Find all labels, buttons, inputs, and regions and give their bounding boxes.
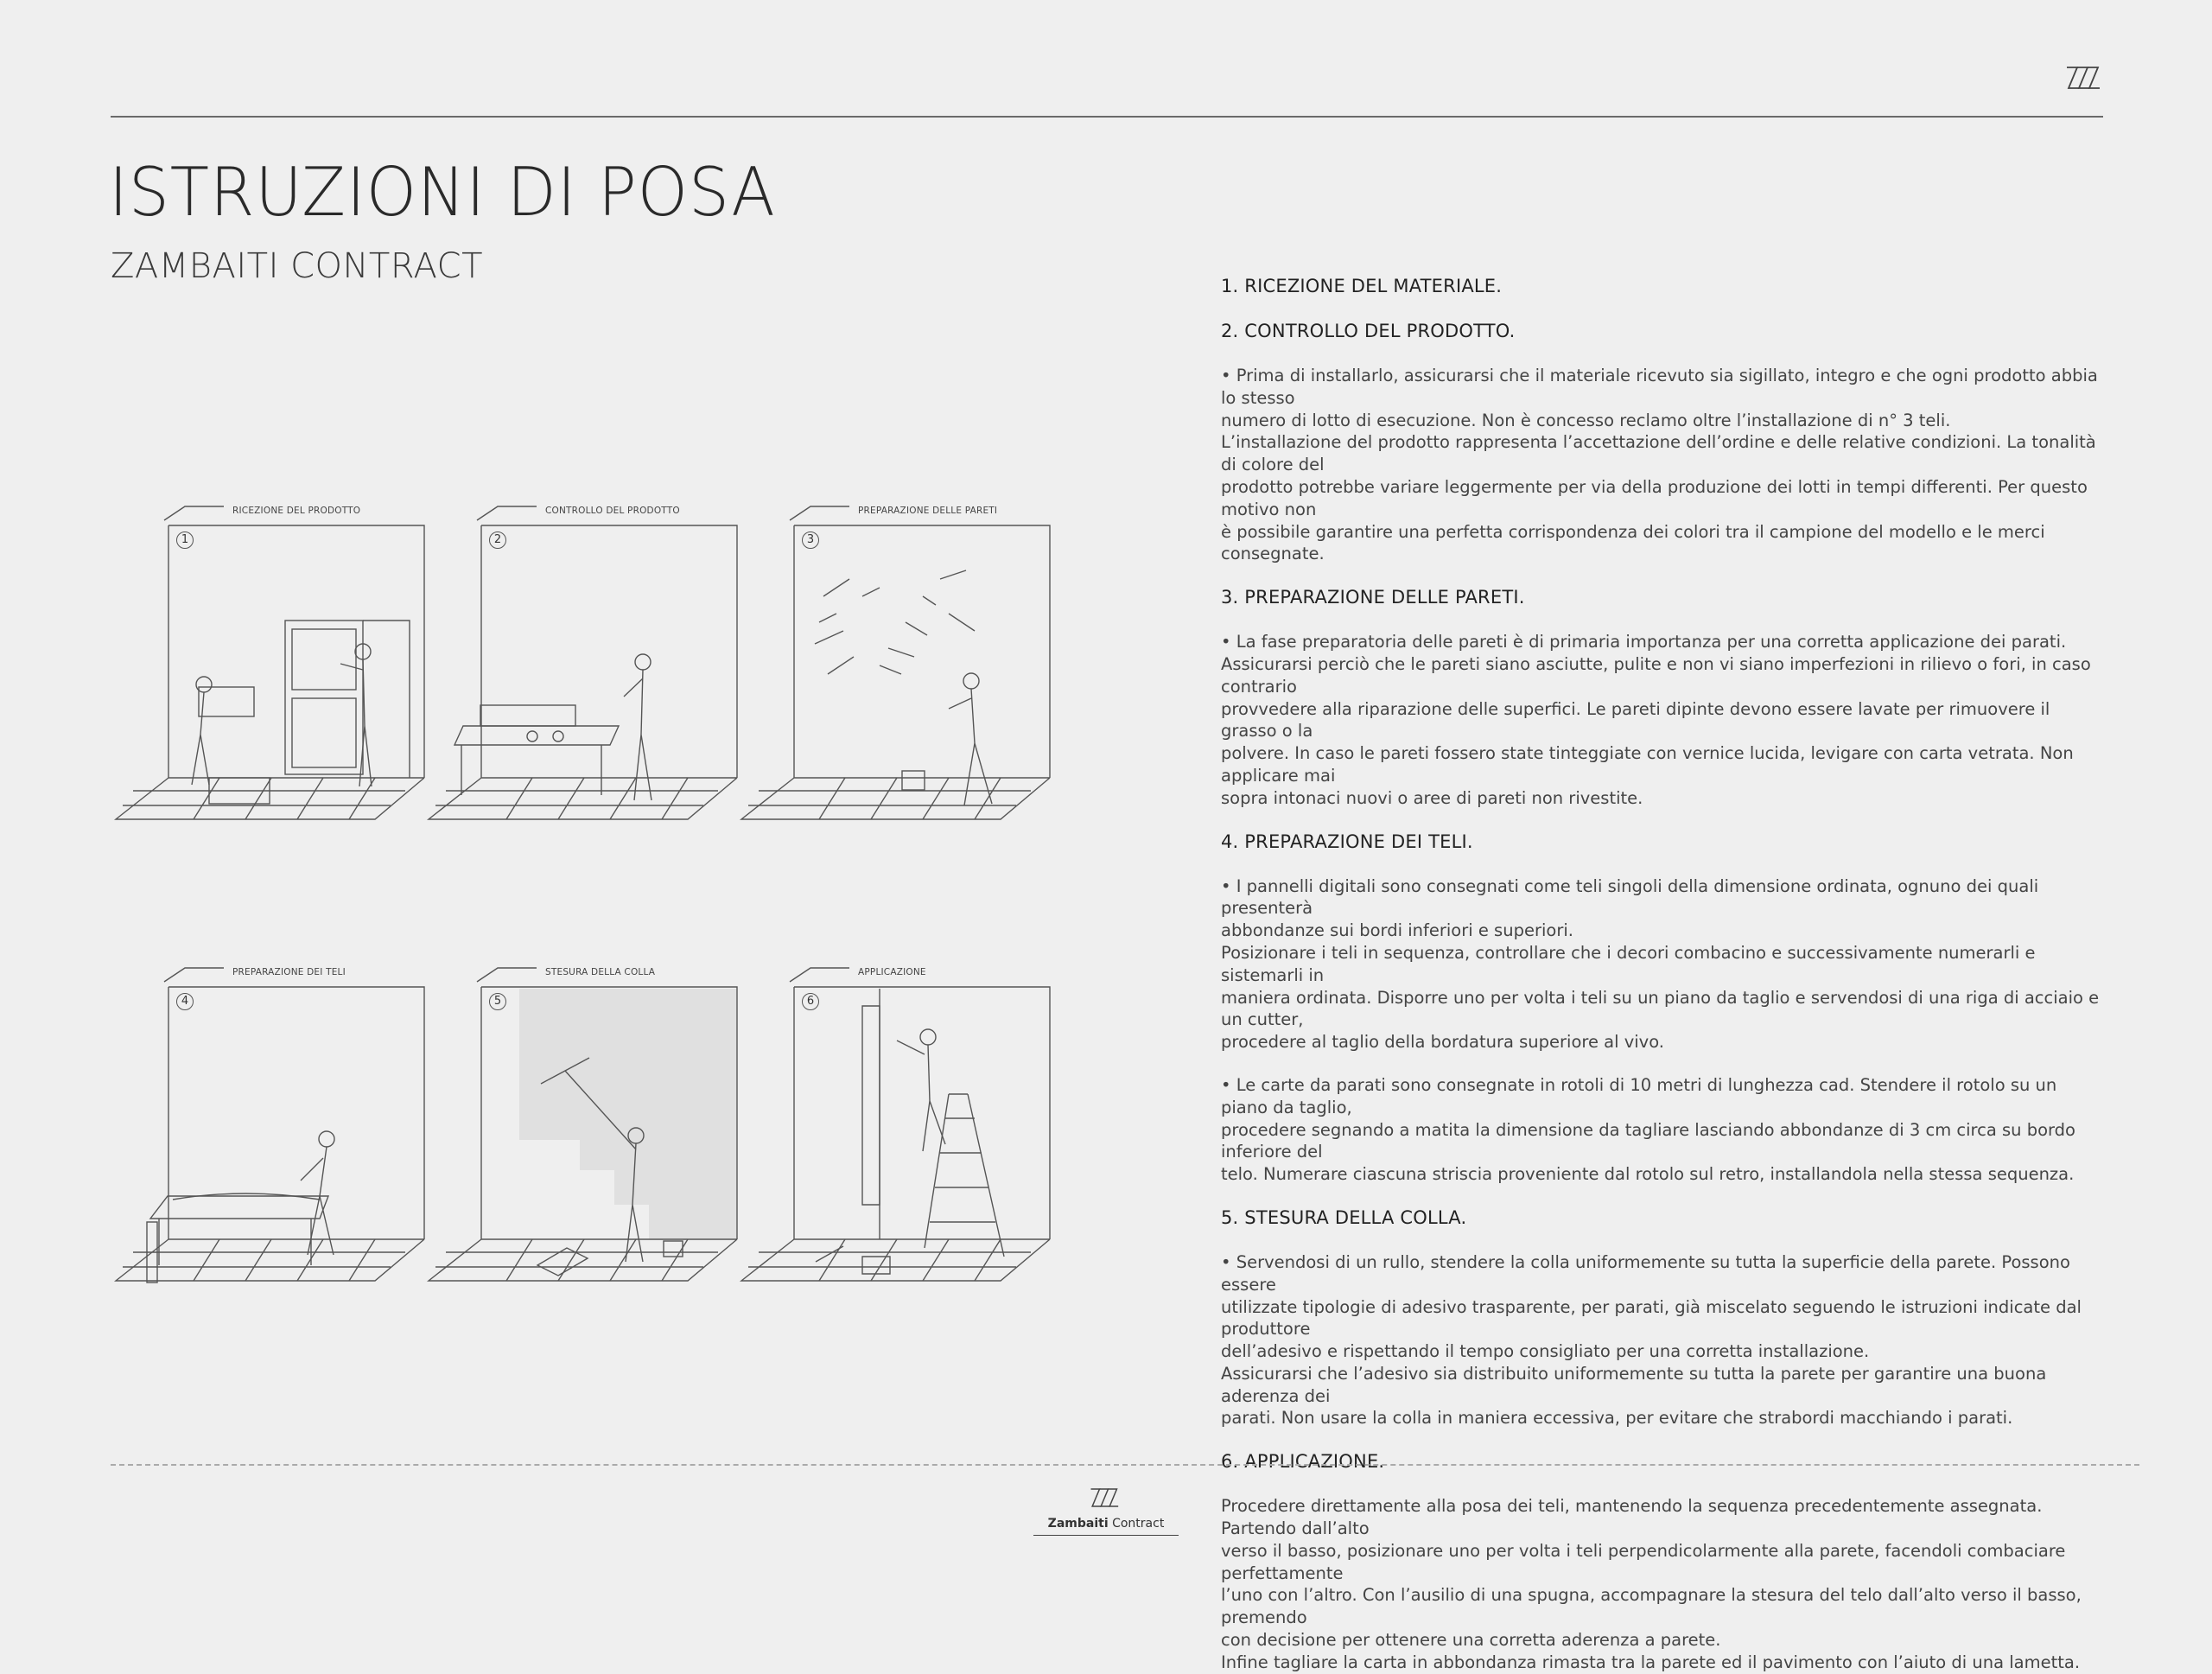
illustration-panel-1 xyxy=(116,493,435,830)
section-4-heading: 4. PREPARAZIONE DEI TELI. xyxy=(1221,831,1473,852)
zambaiti-monogram-icon xyxy=(1089,1485,1123,1511)
panel-number: 4 xyxy=(176,993,194,1010)
wall-preparation-illustration xyxy=(741,493,1061,830)
footer-brand-bold: Zambaiti xyxy=(1047,1517,1109,1531)
panel-number: 1 xyxy=(176,531,194,549)
section-3-heading: 3. PREPARAZIONE DELLE PARETI. xyxy=(1221,587,1525,608)
illustration-panel-5 xyxy=(429,954,748,1291)
panel-label: PREPARAZIONE DEI TELI xyxy=(232,967,346,977)
illustration-panel-6 xyxy=(741,954,1061,1291)
page-title: ISTRUZIONI DI POSA xyxy=(109,153,776,232)
panel-label: RICEZIONE DEL PRODOTTO xyxy=(232,506,361,516)
reception-illustration xyxy=(116,493,435,830)
section-5-heading: 5. STESURA DELLA COLLA. xyxy=(1221,1206,1467,1228)
zambaiti-monogram-icon xyxy=(2065,62,2105,93)
section-5-body: • Servendosi di un rullo, stendere la colla uniformemente su tutta la superficie della parete. Possono essere utilizzate tipologie di adesivo trasparente, per parati, già miscelato seguendo le istruzioni indicate dal produttore dell’adesivo e rispettando il tempo consigliato per una corretta installazione. Assicurarsi che l’adesivo sia distribuito uniformemente su tutta la parete per garantire una buona aderenza dei parati. Non usare la colla in maniera eccessiva, per evitare che strabordi macchiando i parati. xyxy=(1221,1251,2082,1429)
footer-brand-regular: Contract xyxy=(1112,1517,1165,1531)
section-4-body-panels: • I pannelli digitali sono consegnati come teli singoli della dimensione ordinata, ognuno dei quali presenterà abbondanze sui bordi inferiori e superiori. Posizionare i teli in sequenza, controllare che i decori combacino e successivamente numerarli e sistemarli in maniera ordinata. Disporre uno per volta i teli su un piano da taglio e servendosi di una riga di acciaio e un cutter, procedere al taglio della bordatura superiore al vivo. xyxy=(1221,875,2100,1053)
illustration-panel-2 xyxy=(429,493,748,830)
panel-label: APPLICAZIONE xyxy=(858,967,926,977)
section-6-heading: 6. APPLICAZIONE. xyxy=(1221,1451,1385,1473)
footer-brand xyxy=(1033,1517,1179,1531)
panel-label: STESURA DELLA COLLA xyxy=(545,967,656,977)
header-divider xyxy=(111,116,2103,118)
page-subtitle: ZAMBAITI CONTRACT xyxy=(111,246,484,286)
panel-number: 6 xyxy=(802,993,819,1010)
panel-label: CONTROLLO DEL PRODOTTO xyxy=(545,506,680,516)
section-2-heading: 2. CONTROLLO DEL PRODOTTO. xyxy=(1221,321,1516,341)
footer-underline xyxy=(1033,1535,1179,1536)
glue-spreading-illustration xyxy=(429,954,748,1291)
section-6-body: Procedere direttamente alla posa dei teli, mantenendo la sequenza precedentemente assegnata. Partendo dall’alto verso il basso, posizionare uno per volta i teli perpendicolarmente alla parete, facendoli combaciare perfettamente l’uno con l’altro. Con l’ausilio di una spugna, accompagnare la stesura del telo dall’alto verso il basso, premendo con decisione per ottenere una corretta aderenza a parete. Infine tagliare la carta in abbondanza rimasta tra la parete ed il pavimento con l’aiuto di una lametta. xyxy=(1221,1496,2082,1672)
panel-number: 5 xyxy=(489,993,506,1010)
panel-label: PREPARAZIONE DELLE PARETI xyxy=(858,506,998,516)
footer-divider xyxy=(111,1464,2139,1466)
panel-number: 2 xyxy=(489,531,506,549)
panel-number: 3 xyxy=(802,531,819,549)
section-3-body: • La fase preparatoria delle pareti è di primaria importanza per una corretta applicazione dei parati. Assicurarsi perciò che le pareti siano asciutte, pulite e non vi siano imperfezioni in rilievo o fori, in caso contrario provvedere alla riparazione delle superfici. Le pareti dipinte devono essere lavate per rimuovere il grasso o la polvere. In caso le pareti fossero state tinteggiate con vernice lucida, levigare con carta vetrata. Non applicare mai sopra intonaci nuovi o aree di pareti non rivestite. xyxy=(1221,632,2091,808)
illustration-panel-3 xyxy=(741,493,1061,830)
section-1-heading: 1. RICEZIONE DEL MATERIALE. xyxy=(1221,276,1503,296)
illustration-panel-4 xyxy=(116,954,435,1291)
section-2-body: • Prima di installarlo, assicurarsi che il materiale ricevuto sia sigillato, integro e che ogni prodotto abbia lo stesso numero di lotto di esecuzione. Non è concesso reclamo oltre l’installazione di n° 3 teli. L’installazione del prodotto rappresenta l’accettazione dell’ordine e delle relative condizioni. La tonalità di colore del prodotto potrebbe variare leggermente per via della produzione dei lotti in tempi differenti. Per questo motivo non è possibile garantire una perfetta corrispondenza dei colori tra il campione del modello e le merci consegnate. xyxy=(1221,366,2098,564)
product-check-illustration xyxy=(429,493,748,830)
application-illustration xyxy=(741,954,1061,1291)
panel-preparation-illustration xyxy=(116,954,435,1291)
section-4-body-rolls: • Le carte da parati sono consegnate in rotoli di 10 metri di lunghezza cad. Stendere il rotolo su un piano da taglio, procedere segnando a matita la dimensione da tagliare lasciando abbondanze di 3 cm circa su bordo inferiore del telo. Numerare ciascuna striscia proveniente dal rotolo sul retro, installandola nella stessa sequenza. xyxy=(1221,1074,2075,1185)
